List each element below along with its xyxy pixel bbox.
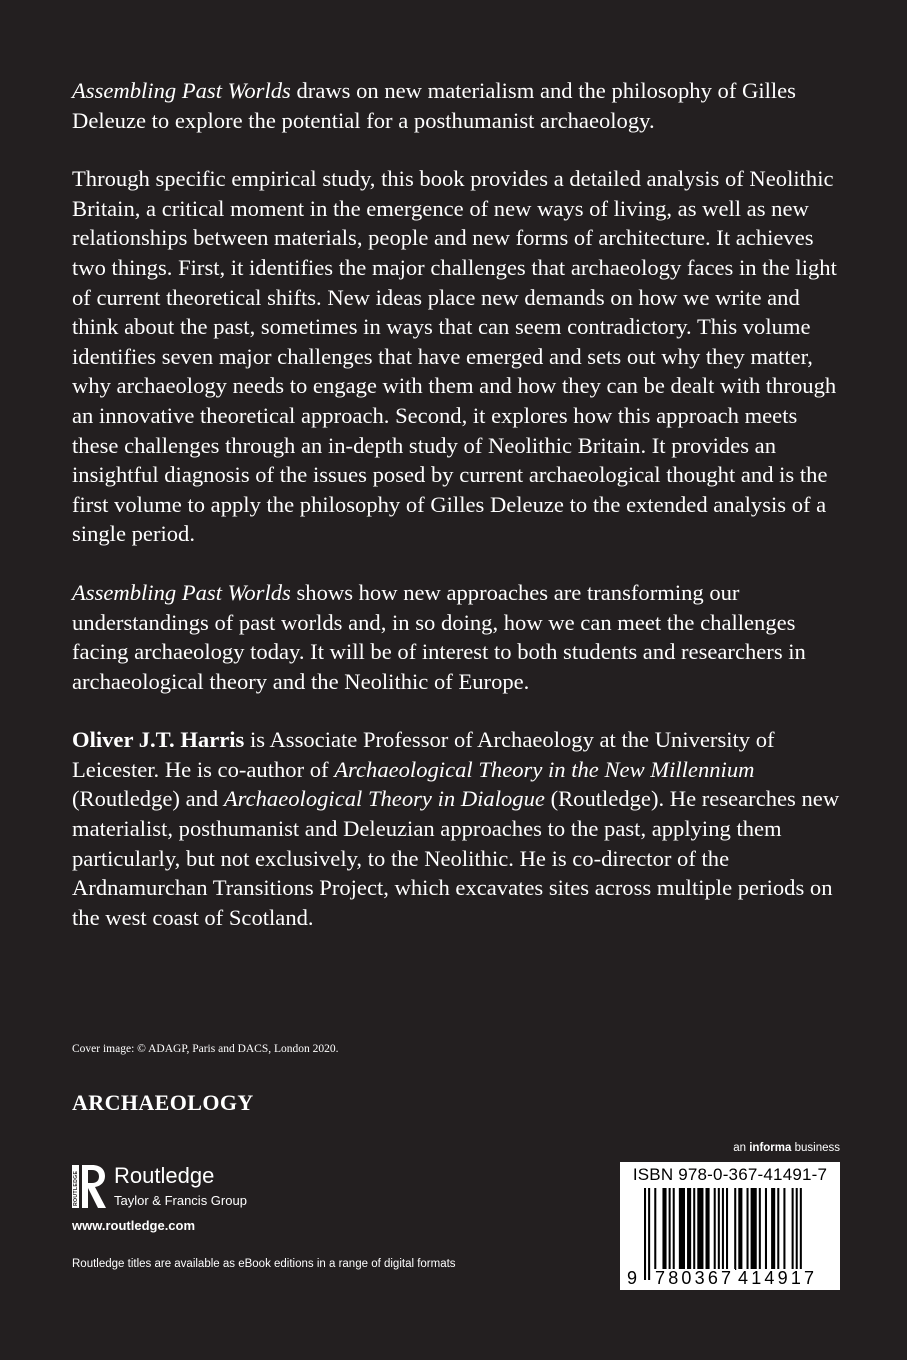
barcode-bar (673, 1188, 675, 1270)
barcode-bar (706, 1188, 710, 1270)
barcode-bar (697, 1188, 703, 1270)
author-bio: Oliver J.T. Harris is Associate Professor of Archaeology at the University of Leicester. He is co-author of Archaeological Theory in the New Millennium (Routledge) and Archaeological Theory in Dialogue (Routledge). He researches new materialist, posthumanist and Deleuzian approaches to the past, applying them particularly, but not exclusively, to the Neolithic. He is co-director of the Ardnamurchan Transitions Project, which excavates sites across multiple periods on the west coast of Scotland. (72, 727, 840, 930)
blurb-text: draws on new materialism and the philosophy of Gilles Deleuze to explore the potential for a posthumanist archaeology. (72, 78, 796, 133)
barcode-bar (747, 1188, 749, 1270)
barcode-right-digits: 414917 (738, 1268, 818, 1288)
barcode-bar (722, 1188, 724, 1280)
routledge-logo (72, 1162, 272, 1212)
publisher-name: Routledge (114, 1163, 215, 1188)
blurb-text: shows how new approaches are transforming our understandings of past worlds and, in so doing, how we can meet the challenges facing archaeology today. It will be of interest to both students and researchers in archaeological theory and the Neolithic of Europe. (72, 579, 806, 694)
barcode-bar (738, 1188, 742, 1270)
barcode-bar (771, 1188, 775, 1270)
publisher-group: Taylor & Francis Group (114, 1193, 247, 1208)
isbn-label: ISBN 978-0-367-41491-7 (632, 1165, 828, 1184)
ebook-availability-note: Routledge titles are available as eBook editions in a range of digital formats (72, 1258, 456, 1270)
barcode-bar (648, 1188, 650, 1280)
barcode-bar (792, 1188, 794, 1270)
routledge-r-logo-icon (72, 1162, 108, 1210)
related-book-title: Archaeological Theory in Dialogue (223, 786, 545, 812)
barcode-bar (644, 1188, 646, 1280)
book-title: Assembling Past Worlds (72, 579, 291, 605)
author-name: Oliver J.T. Harris (72, 727, 245, 753)
barcode-bar (687, 1188, 691, 1270)
barcode-bar (669, 1188, 671, 1270)
barcode-bar (751, 1188, 757, 1270)
barcode-lead-digit: 9 (627, 1268, 638, 1288)
book-title: Assembling Past Worlds (72, 78, 291, 103)
routledge-mark-text: ROUTLEDGE (73, 1170, 80, 1206)
informa-brand: informa (749, 1142, 792, 1154)
barcode-bar (734, 1188, 736, 1270)
barcode-left-digits: 780367 (655, 1268, 735, 1288)
barcode-bar (777, 1188, 779, 1270)
barcode-bar (800, 1188, 802, 1280)
barcode-bar (718, 1188, 720, 1270)
barcode-bar (679, 1188, 685, 1270)
barcode-bar (796, 1188, 798, 1280)
barcode-bar (759, 1188, 761, 1270)
barcode-bar (783, 1188, 785, 1270)
barcode-bar (726, 1188, 728, 1280)
barcode-bar (654, 1188, 656, 1270)
back-cover-blurb (72, 76, 847, 961)
barcode-bar (693, 1188, 695, 1270)
informa-business-tag: an informa business (733, 1142, 840, 1154)
isbn-barcode (620, 1162, 840, 1290)
barcode-bar (714, 1188, 716, 1270)
cover-image-credit: Cover image: © ADAGP, Paris and DACS, London 2020. (72, 1043, 339, 1055)
barcode-bar (662, 1188, 666, 1270)
subject-category: ARCHAEOLOGY (72, 1090, 254, 1115)
blurb-paragraph-3 (72, 578, 847, 696)
publisher-website: www.routledge.com (72, 1218, 196, 1233)
blurb-paragraph-2: Through specific empirical study, this book provides a detailed analysis of Neolithic Britain, a critical moment in the emergence of new ways of living, as well as new relationships between materials, people and new forms of architecture. It achieves two things. First, it identifies the major challenges that archaeology faces in the light of current theoretical shifts. New ideas place new demands on how we write and think about the past, sometimes in ways that can seem contradictory. This volume identifies seven major challenges that have emerged and sets out why they matter, why archaeology needs to engage with them and how they can be dealt with through an innovative theoretical approach. Second, it explores how this approach meets these challenges through an in-depth study of Neolithic Britain. It provides an insightful diagnosis of the issues posed by current archaeological thought and is the first volume to apply the philosophy of Gilles Deleuze to the extended analysis of a single period. (72, 166, 837, 547)
blurb-paragraph-1 (72, 76, 847, 135)
related-book-title: Archaeological Theory in the New Millennium (334, 756, 755, 782)
barcode-bar (765, 1188, 767, 1270)
